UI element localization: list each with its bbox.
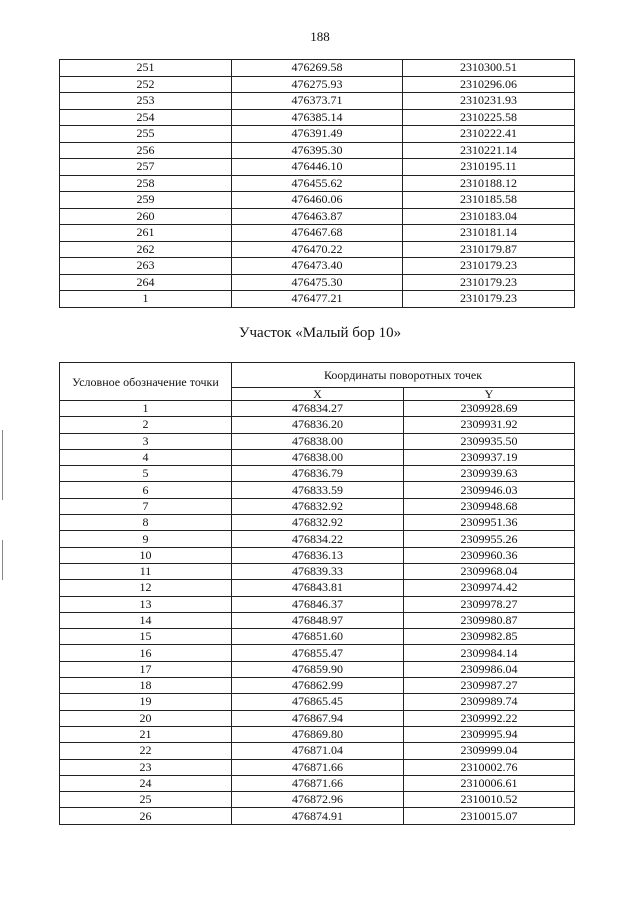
table-row bbox=[60, 661, 575, 677]
header-y: Y bbox=[404, 388, 575, 401]
y-coordinate-cell: 2310225.58 bbox=[403, 109, 575, 126]
scan-edge-mark bbox=[2, 540, 3, 580]
y-coordinate-cell: 2309955.26 bbox=[404, 531, 575, 547]
y-coordinate-cell: 2309935.50 bbox=[404, 433, 575, 449]
point-number-cell: 2 bbox=[60, 417, 232, 433]
x-coordinate-cell: 476395.30 bbox=[232, 142, 403, 159]
x-coordinate-cell: 476848.97 bbox=[232, 612, 404, 628]
table-row bbox=[60, 563, 575, 579]
table-row bbox=[60, 76, 575, 93]
y-coordinate-cell: 2310300.51 bbox=[403, 60, 575, 77]
scan-edge-mark bbox=[2, 430, 3, 500]
point-number-cell: 261 bbox=[60, 225, 232, 242]
x-coordinate-cell: 476838.00 bbox=[232, 433, 404, 449]
x-coordinate-cell: 476473.40 bbox=[232, 258, 403, 275]
point-number-cell: 9 bbox=[60, 531, 232, 547]
x-coordinate-cell: 476859.90 bbox=[232, 661, 404, 677]
y-coordinate-cell: 2309992.22 bbox=[404, 710, 575, 726]
x-coordinate-cell: 476269.58 bbox=[232, 60, 403, 77]
y-coordinate-cell: 2309982.85 bbox=[404, 629, 575, 645]
table-row bbox=[60, 792, 575, 808]
point-number-cell: 19 bbox=[60, 694, 232, 710]
table-row bbox=[60, 192, 575, 209]
y-coordinate-cell: 2309987.27 bbox=[404, 678, 575, 694]
point-number-cell: 263 bbox=[60, 258, 232, 275]
table-row bbox=[60, 175, 575, 192]
header-turning-point-coordinates: Координаты поворотных точек bbox=[232, 363, 575, 388]
y-coordinate-cell: 2310296.06 bbox=[403, 76, 575, 93]
x-coordinate-cell: 476834.22 bbox=[232, 531, 404, 547]
y-coordinate-cell: 2309995.94 bbox=[404, 726, 575, 742]
y-coordinate-cell: 2310179.23 bbox=[403, 258, 575, 275]
point-number-cell: 251 bbox=[60, 60, 232, 77]
y-coordinate-cell: 2309931.92 bbox=[404, 417, 575, 433]
header-x: X bbox=[232, 388, 404, 401]
table-row bbox=[60, 710, 575, 726]
table-row bbox=[60, 531, 575, 547]
point-number-cell: 8 bbox=[60, 515, 232, 531]
point-number-cell: 24 bbox=[60, 775, 232, 791]
table-row bbox=[60, 808, 575, 824]
point-number-cell: 4 bbox=[60, 449, 232, 465]
point-number-cell: 23 bbox=[60, 759, 232, 775]
table-row bbox=[60, 515, 575, 531]
point-number-cell: 259 bbox=[60, 192, 232, 209]
x-coordinate-cell: 476839.33 bbox=[232, 563, 404, 579]
y-coordinate-cell: 2309948.68 bbox=[404, 498, 575, 514]
table-row bbox=[60, 142, 575, 159]
table-row bbox=[60, 498, 575, 514]
x-coordinate-cell: 476851.60 bbox=[232, 629, 404, 645]
point-number-cell: 20 bbox=[60, 710, 232, 726]
point-number-cell: 26 bbox=[60, 808, 232, 824]
point-number-cell: 6 bbox=[60, 482, 232, 498]
y-coordinate-cell: 2310002.76 bbox=[404, 759, 575, 775]
point-number-cell: 10 bbox=[60, 547, 232, 563]
section-title: Участок «Малый бор 10» bbox=[238, 325, 402, 341]
x-coordinate-cell: 476467.68 bbox=[232, 225, 403, 242]
table-row bbox=[60, 291, 575, 308]
x-coordinate-cell: 476477.21 bbox=[232, 291, 403, 308]
point-number-cell: 11 bbox=[60, 563, 232, 579]
point-number-cell: 254 bbox=[60, 109, 232, 126]
point-number-cell: 18 bbox=[60, 678, 232, 694]
y-coordinate-cell: 2310179.23 bbox=[403, 274, 575, 291]
point-number-cell: 257 bbox=[60, 159, 232, 176]
y-coordinate-cell: 2309978.27 bbox=[404, 596, 575, 612]
table-row bbox=[60, 645, 575, 661]
table-row bbox=[60, 159, 575, 176]
x-coordinate-cell: 476470.22 bbox=[232, 241, 403, 258]
point-number-cell: 3 bbox=[60, 433, 232, 449]
x-coordinate-cell: 476460.06 bbox=[232, 192, 403, 209]
table-row bbox=[60, 759, 575, 775]
table-row bbox=[60, 109, 575, 126]
x-coordinate-cell: 476838.00 bbox=[232, 449, 404, 465]
y-coordinate-cell: 2310015.07 bbox=[404, 808, 575, 824]
x-coordinate-cell: 476867.94 bbox=[232, 710, 404, 726]
y-coordinate-cell: 2309951.36 bbox=[404, 515, 575, 531]
point-number-cell: 16 bbox=[60, 645, 232, 661]
point-number-cell: 255 bbox=[60, 126, 232, 143]
table-row bbox=[60, 93, 575, 110]
table-row bbox=[60, 743, 575, 759]
table-row bbox=[60, 482, 575, 498]
x-coordinate-cell: 476871.66 bbox=[232, 775, 404, 791]
table-row bbox=[60, 60, 575, 77]
point-number-cell: 14 bbox=[60, 612, 232, 628]
coordinates-table-continued-body bbox=[60, 60, 575, 308]
point-number-cell: 7 bbox=[60, 498, 232, 514]
y-coordinate-cell: 2310181.14 bbox=[403, 225, 575, 242]
x-coordinate-cell: 476832.92 bbox=[232, 498, 404, 514]
point-number-cell: 15 bbox=[60, 629, 232, 645]
y-coordinate-cell: 2310195.11 bbox=[403, 159, 575, 176]
point-number-cell: 253 bbox=[60, 93, 232, 110]
table-row bbox=[60, 547, 575, 563]
point-number-cell: 21 bbox=[60, 726, 232, 742]
table-row bbox=[60, 126, 575, 143]
coordinates-table-maly-bor-10 bbox=[59, 362, 575, 825]
y-coordinate-cell: 2310188.12 bbox=[403, 175, 575, 192]
table-row bbox=[60, 208, 575, 225]
y-coordinate-cell: 2310185.58 bbox=[403, 192, 575, 209]
table-row bbox=[60, 258, 575, 275]
table-row bbox=[60, 225, 575, 242]
y-coordinate-cell: 2310231.93 bbox=[403, 93, 575, 110]
table-row bbox=[60, 678, 575, 694]
y-coordinate-cell: 2309974.42 bbox=[404, 580, 575, 596]
table-row bbox=[60, 726, 575, 742]
x-coordinate-cell: 476874.91 bbox=[232, 808, 404, 824]
table-row bbox=[60, 466, 575, 482]
point-number-cell: 264 bbox=[60, 274, 232, 291]
y-coordinate-cell: 2310179.23 bbox=[403, 291, 575, 308]
table-row bbox=[60, 580, 575, 596]
y-coordinate-cell: 2310221.14 bbox=[403, 142, 575, 159]
y-coordinate-cell: 2309986.04 bbox=[404, 661, 575, 677]
y-coordinate-cell: 2310183.04 bbox=[403, 208, 575, 225]
point-number-cell: 13 bbox=[60, 596, 232, 612]
x-coordinate-cell: 476446.10 bbox=[232, 159, 403, 176]
x-coordinate-cell: 476373.71 bbox=[232, 93, 403, 110]
x-coordinate-cell: 476275.93 bbox=[232, 76, 403, 93]
table-row bbox=[60, 612, 575, 628]
coordinates-table-continued bbox=[59, 59, 575, 308]
y-coordinate-cell: 2310010.52 bbox=[404, 792, 575, 808]
x-coordinate-cell: 476872.96 bbox=[232, 792, 404, 808]
y-coordinate-cell: 2309999.04 bbox=[404, 743, 575, 759]
table-row bbox=[60, 694, 575, 710]
table-header bbox=[60, 363, 575, 401]
x-coordinate-cell: 476865.45 bbox=[232, 694, 404, 710]
page-number: 188 bbox=[310, 29, 330, 44]
table-row bbox=[60, 596, 575, 612]
table-row bbox=[60, 449, 575, 465]
point-number-cell: 1 bbox=[60, 291, 232, 308]
table-row bbox=[60, 274, 575, 291]
x-coordinate-cell: 476843.81 bbox=[232, 580, 404, 596]
x-coordinate-cell: 476385.14 bbox=[232, 109, 403, 126]
x-coordinate-cell: 476871.66 bbox=[232, 759, 404, 775]
x-coordinate-cell: 476836.20 bbox=[232, 417, 404, 433]
point-number-cell: 262 bbox=[60, 241, 232, 258]
y-coordinate-cell: 2310006.61 bbox=[404, 775, 575, 791]
y-coordinate-cell: 2310222.41 bbox=[403, 126, 575, 143]
x-coordinate-cell: 476455.62 bbox=[232, 175, 403, 192]
x-coordinate-cell: 476855.47 bbox=[232, 645, 404, 661]
y-coordinate-cell: 2309980.87 bbox=[404, 612, 575, 628]
table-row bbox=[60, 417, 575, 433]
y-coordinate-cell: 2309946.03 bbox=[404, 482, 575, 498]
x-coordinate-cell: 476846.37 bbox=[232, 596, 404, 612]
x-coordinate-cell: 476869.80 bbox=[232, 726, 404, 742]
y-coordinate-cell: 2309984.14 bbox=[404, 645, 575, 661]
x-coordinate-cell: 476871.04 bbox=[232, 743, 404, 759]
point-number-cell: 1 bbox=[60, 401, 232, 417]
y-coordinate-cell: 2309937.19 bbox=[404, 449, 575, 465]
table-row bbox=[60, 433, 575, 449]
x-coordinate-cell: 476391.49 bbox=[232, 126, 403, 143]
table-row bbox=[60, 401, 575, 417]
x-coordinate-cell: 476836.13 bbox=[232, 547, 404, 563]
y-coordinate-cell: 2309939.63 bbox=[404, 466, 575, 482]
x-coordinate-cell: 476862.99 bbox=[232, 678, 404, 694]
x-coordinate-cell: 476475.30 bbox=[232, 274, 403, 291]
point-number-cell: 258 bbox=[60, 175, 232, 192]
y-coordinate-cell: 2309928.69 bbox=[404, 401, 575, 417]
point-number-cell: 25 bbox=[60, 792, 232, 808]
y-coordinate-cell: 2309960.36 bbox=[404, 547, 575, 563]
point-number-cell: 5 bbox=[60, 466, 232, 482]
coordinates-table-maly-bor-10-body bbox=[60, 401, 575, 825]
point-number-cell: 260 bbox=[60, 208, 232, 225]
table-row bbox=[60, 241, 575, 258]
point-number-cell: 12 bbox=[60, 580, 232, 596]
point-number-cell: 256 bbox=[60, 142, 232, 159]
table-row bbox=[60, 775, 575, 791]
x-coordinate-cell: 476833.59 bbox=[232, 482, 404, 498]
x-coordinate-cell: 476832.92 bbox=[232, 515, 404, 531]
y-coordinate-cell: 2310179.87 bbox=[403, 241, 575, 258]
x-coordinate-cell: 476834.27 bbox=[232, 401, 404, 417]
table-row bbox=[60, 629, 575, 645]
x-coordinate-cell: 476836.79 bbox=[232, 466, 404, 482]
point-number-cell: 252 bbox=[60, 76, 232, 93]
y-coordinate-cell: 2309989.74 bbox=[404, 694, 575, 710]
x-coordinate-cell: 476463.87 bbox=[232, 208, 403, 225]
point-number-cell: 22 bbox=[60, 743, 232, 759]
point-number-cell: 17 bbox=[60, 661, 232, 677]
header-point-designation: Условное обозначение точки bbox=[60, 363, 232, 401]
y-coordinate-cell: 2309968.04 bbox=[404, 563, 575, 579]
